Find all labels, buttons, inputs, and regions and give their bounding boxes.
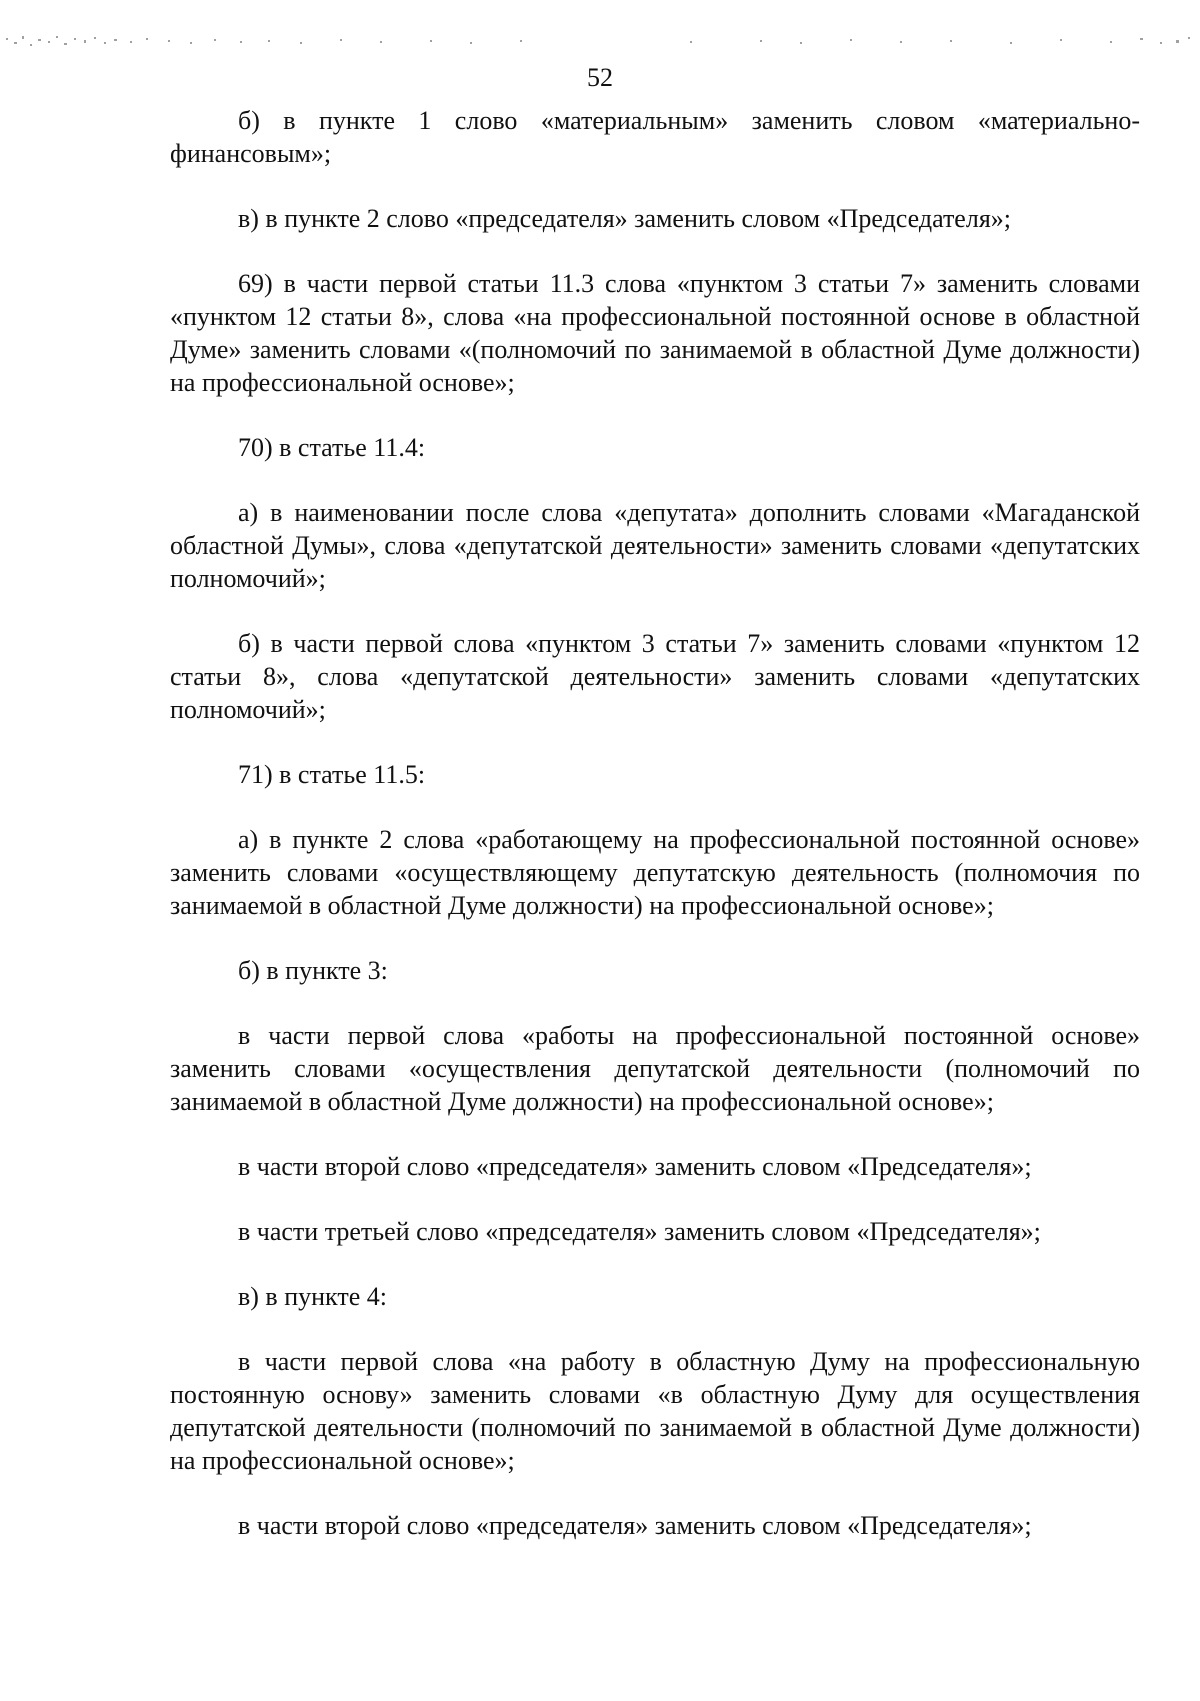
paragraph: в части первой слова «на работу в областную Думу на профессиональную постоянную основу» заменить словами «в областную Думу для осуществления депутатской деятельности (полномочий по занимаемой в областной Думе должности) на профессиональной основе»; [170, 1347, 1140, 1475]
paragraph: в части первой слова «работы на профессиональной постоянной основе» заменить словами «осуществления депутатской деятельности (полномочий по занимаемой в областной Думе должности) на профессиональной основе»; [170, 1021, 1140, 1116]
paragraph: в части третьей слово «председателя» заменить словом «Председателя»; [238, 1217, 1041, 1246]
paragraph: б) в пункте 1 слово «материальным» заменить словом «материально-финансовым»; [170, 106, 1140, 168]
paragraph: 70) в статье 11.4: [238, 433, 426, 462]
paragraph: в части второй слово «председателя» заменить словом «Председателя»; [238, 1152, 1032, 1181]
page-number: 52 [587, 63, 613, 92]
paragraph: 69) в части первой статьи 11.3 слова «пунктом 3 статьи 7» заменить словами «пунктом 12 статьи 8», слова «на профессиональной постоянной основе в областной Думе» заменить словами «(полномочий по занимаемой в областной Думе должности) на профессиональной основе»; [170, 269, 1140, 397]
scan-noise-strip [0, 0, 1200, 70]
paragraph: б) в части первой слова «пунктом 3 статьи 7» заменить словами «пунктом 12 статьи 8», слова «депутатской деятельности» заменить словами «депутатских полномочий»; [170, 629, 1140, 724]
paragraph: а) в пункте 2 слова «работающему на профессиональной постоянной основе» заменить словами «осуществляющему депутатскую деятельность (полномочия по занимаемой в областной Думе должности) на профессиональной основе»; [170, 825, 1140, 920]
paragraph: в) в пункте 2 слово «председателя» заменить словом «Председателя»; [238, 204, 1012, 233]
document-body [170, 104, 1140, 1574]
paragraph: в части второй слово «председателя» заменить словом «Председателя»; [238, 1511, 1032, 1540]
paragraph: 71) в статье 11.5: [238, 760, 426, 789]
paragraph: б) в пункте 3: [238, 956, 388, 985]
paragraph: а) в наименовании после слова «депутата» дополнить словами «Магаданской областной Думы», слова «депутатской деятельности» заменить словами «депутатских полномочий»; [170, 498, 1140, 593]
paragraph: в) в пункте 4: [238, 1282, 387, 1311]
